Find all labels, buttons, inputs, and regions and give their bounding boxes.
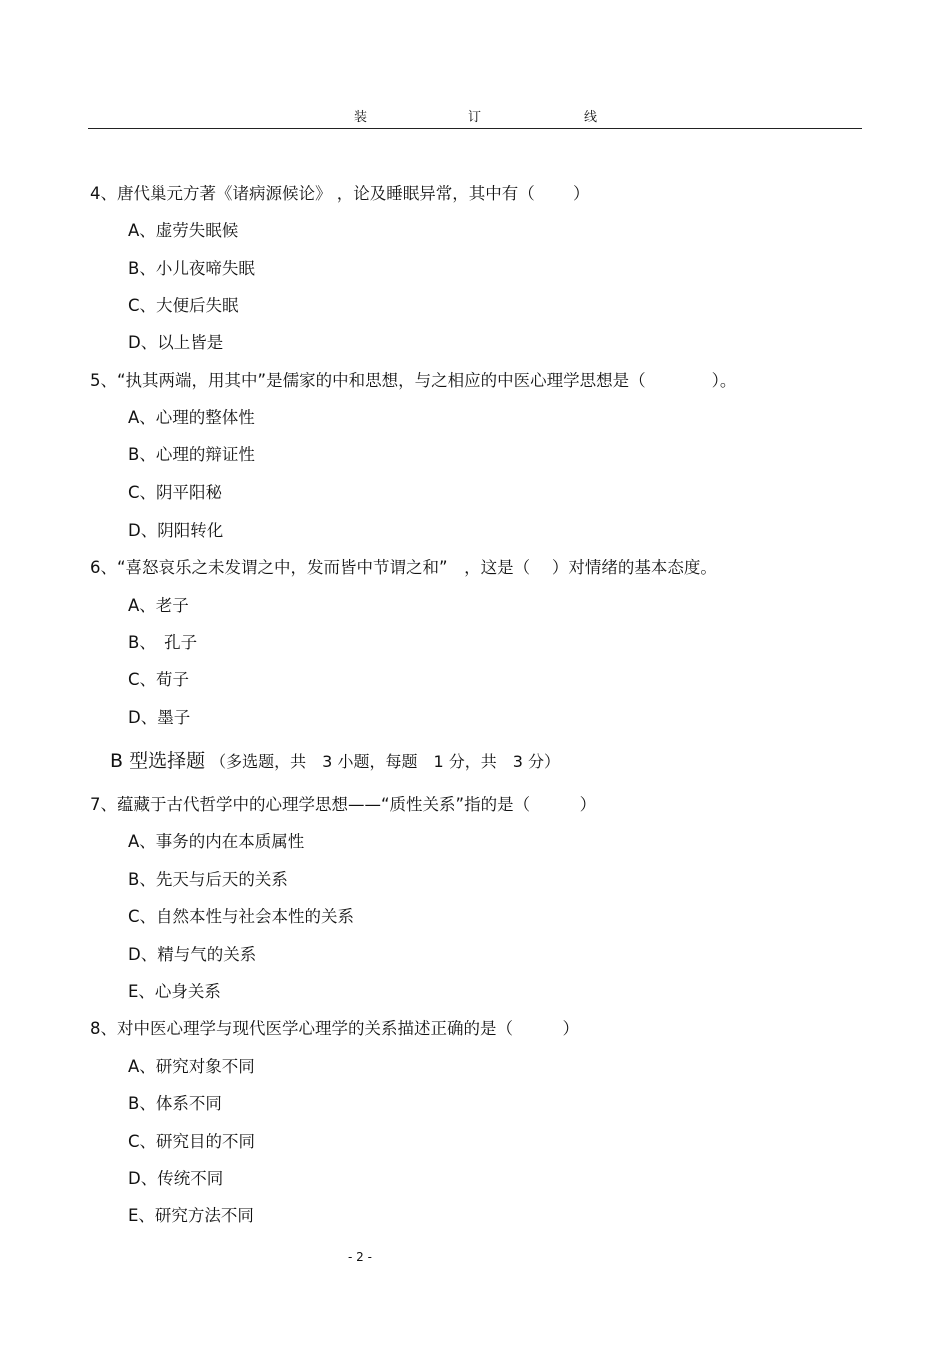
question-4-option-a: A、虚劳失眠候 [128, 221, 239, 240]
question-6-option-b: B、 孔子 [128, 633, 198, 652]
question-8-option-b: B、体系不同 [128, 1094, 222, 1113]
question-5-option-a: A、心理的整体性 [128, 408, 255, 427]
binding-char-xian: 线 [584, 110, 598, 125]
question-4-option-c: C、大便后失眠 [128, 296, 239, 315]
question-8-option-d: D、传统不同 [128, 1169, 224, 1188]
question-7-option-e: E、心身关系 [128, 982, 221, 1001]
binding-char-zhuang: 装 [354, 110, 368, 125]
question-6-option-c: C、荀子 [128, 670, 190, 689]
question-5-option-d: D、阴阳转化 [128, 521, 224, 540]
question-8-stem: 8、对中医心理学与现代医学心理学的关系描述正确的是（ ） [90, 1019, 579, 1038]
question-7-option-b: B、先天与后天的关系 [128, 870, 288, 889]
question-8-option-c: C、研究目的不同 [128, 1132, 256, 1151]
question-4-option-b: B、小儿夜啼失眠 [128, 259, 255, 278]
question-5-option-b: B、心理的辩证性 [128, 445, 255, 464]
question-4-option-d: D、以上皆是 [128, 333, 224, 352]
binding-char-ding: 订 [468, 110, 482, 125]
question-7-option-d: D、精与气的关系 [128, 945, 257, 964]
question-8-option-a: A、研究对象不同 [128, 1057, 255, 1076]
question-7-option-a: A、事务的内在本质属性 [128, 832, 305, 851]
question-5-stem: 5、“执其两端，用其中”是儒家的中和思想，与之相应的中医心理学思想是（ ）。 [90, 371, 737, 390]
section-b-heading [110, 750, 560, 773]
question-6-stem: 6、“喜怒哀乐之未发谓之中，发而皆中节谓之和” ，这是（ ）对情绪的基本态度。 [90, 558, 717, 577]
question-7-stem: 7、蕴藏于古代哲学中的心理学思想——“质性关系”指的是（ ） [90, 795, 597, 814]
section-b-title: B 型选择题 [110, 750, 206, 772]
question-7-option-c: C、自然本性与社会本性的关系 [128, 907, 355, 926]
page-number: - 2 - [348, 1250, 372, 1264]
question-6-option-d: D、墨子 [128, 708, 191, 727]
section-b-note: （多选题，共 3 小题，每题 1 分，共 3 分） [210, 752, 560, 771]
question-4-stem: 4、唐代巢元方著《诸病源候论》 ，论及睡眠异常，其中有（ ） [90, 184, 590, 203]
binding-line [88, 106, 862, 129]
question-8-option-e: E、研究方法不同 [128, 1206, 254, 1225]
question-6-option-a: A、老子 [128, 596, 189, 615]
question-5-option-c: C、阴平阳秘 [128, 483, 223, 502]
